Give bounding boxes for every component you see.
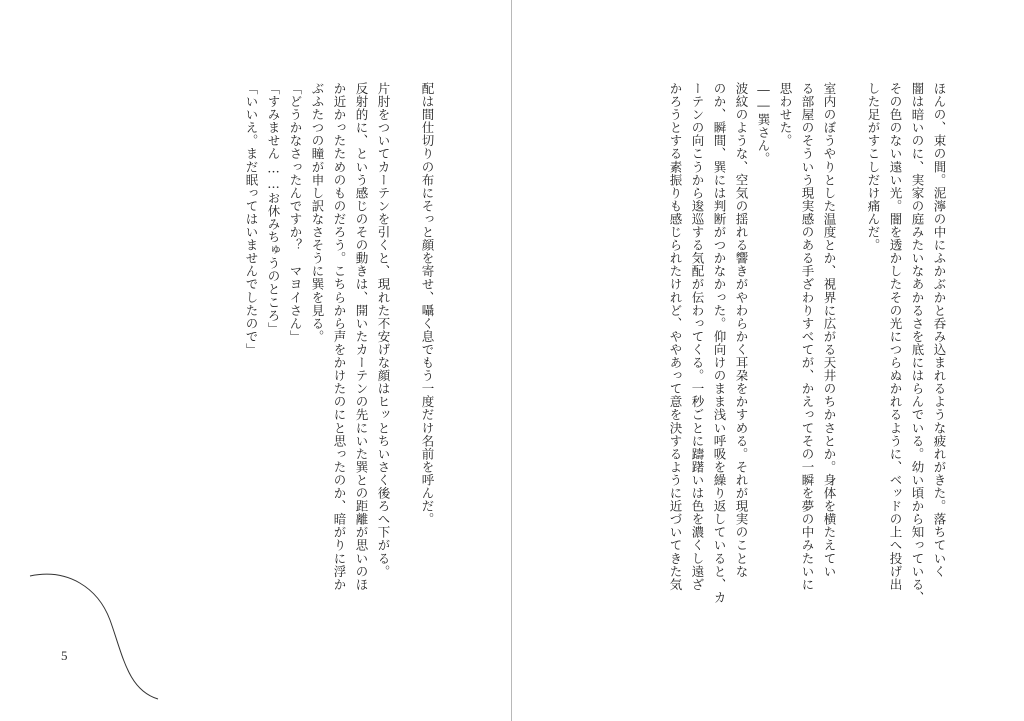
dialogue-line: 「どうかなさったんですか？ マヨイさん」: [288, 82, 303, 343]
decorative-swoosh: [28, 568, 168, 708]
right-page: [512, 0, 1024, 721]
text-line: ぶふたつの瞳が申し訳なさそうに巽を見る。: [310, 82, 325, 343]
text-line: 室内のぼうやりとした温度とか、視界に広がる天井のちかさとか。身体を横たえてい: [822, 82, 837, 578]
text-line: のか、瞬間、巽には判断がつかなかった。仰向けのまま浅い呼吸を繰り返していると、カ: [712, 82, 727, 604]
page-number: 5: [61, 648, 68, 663]
text-line: ーテンの向こうから逡巡する気配が伝わってくる。一秒ごとに躊躇いは色を濃くし遠ざ: [690, 82, 705, 591]
text-line: かろうとする素振りも感じられたけれど、ややあって意を決するように近づいてきた気: [668, 82, 683, 591]
text-line: ――巽さん。: [756, 82, 771, 166]
text-line: 思わせた。: [778, 82, 793, 148]
text-line: 波紋のような、空気の揺れる響きがやわらかく耳朶をかすめる。それが現実のことな: [734, 82, 749, 578]
text-line: 反射的に、という感じのその動きは、開いたカーテンの先にいた巽との距離が思いのほ: [354, 82, 369, 591]
paragraph-gap: [840, 82, 862, 604]
text-line: 片肘をついてカーテンを引くと、現れた不安げな顔はヒッとちいさく後ろへ下がる。: [376, 82, 391, 578]
left-page: [0, 0, 511, 721]
text-line: か近かったためのものだろう。こちらから声をかけたのにと思ったのか、暗がりに浮か: [332, 82, 347, 591]
text-line: その色のない遠い光。闇を透かしたその光につらぬかれるように、ベッドの上へ投げ出: [888, 82, 903, 591]
text-line: 配は間仕切りの布にそっと顔を寄せ、囁く息でもう一度だけ名前を呼んだ。: [420, 82, 435, 526]
dialogue-line: 「すみません……お休みちゅうのところ」: [266, 82, 281, 335]
dialogue-line: 「いいえ。まだ眠ってはいませんでしたので」: [244, 82, 259, 357]
left-page-text: [240, 82, 438, 591]
right-page-text: [664, 82, 950, 604]
text-line: した足がすこしだけ痛んだ。: [866, 82, 881, 252]
text-line: 闇は暗いのに、実家の庭みたいなあかるさを底にはらんでいる。幼い頃から知っている、: [910, 82, 925, 604]
text-line: る部屋のそういう現実感のある手ざわりすべてが、かえってその一瞬を夢の中みたいに: [800, 82, 815, 591]
text-line: ほんの、束の間。泥濘の中にふかぶかと呑み込まれるような疲れがきた。落ちていく: [932, 82, 947, 578]
paragraph-gap: [394, 82, 416, 591]
